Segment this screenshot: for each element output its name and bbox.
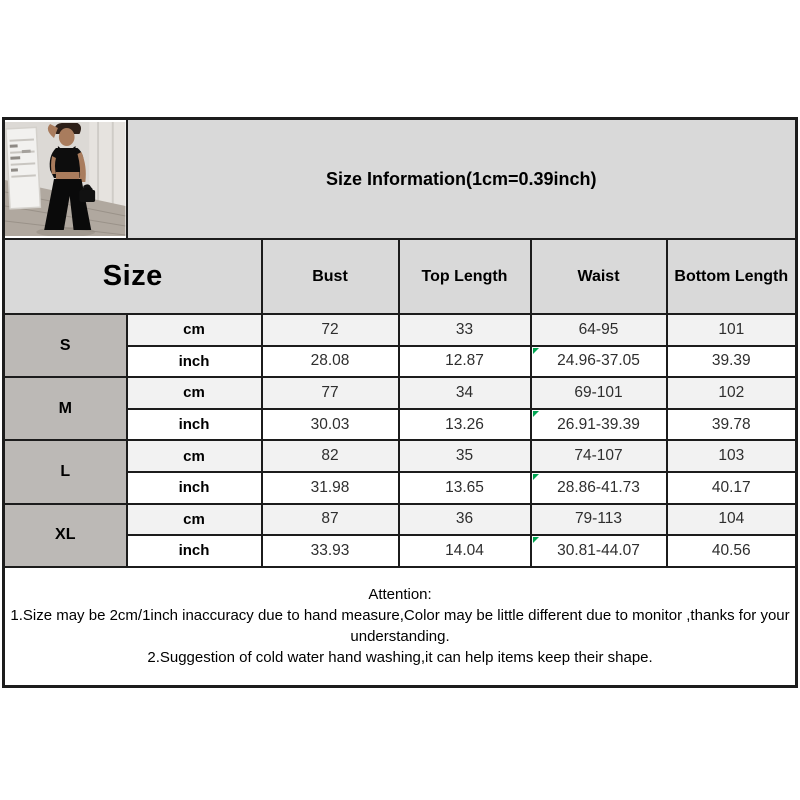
cell-corner-marker-icon [533, 348, 539, 354]
cell-l-cm-top-length: 35 [399, 440, 531, 472]
product-photo-image [5, 122, 126, 236]
cell-m-inch-top-length: 13.26 [399, 409, 531, 441]
cell-xl-cm-bust: 87 [262, 504, 399, 536]
header-size: Size [4, 239, 262, 314]
cell-corner-marker-icon [533, 411, 539, 417]
cell-corner-marker-icon [533, 474, 539, 480]
cell-l-cm-bottom-length: 103 [667, 440, 797, 472]
unit-label: inch [127, 409, 262, 441]
cell-l-inch-top-length: 13.65 [399, 472, 531, 504]
cell-xl-inch-bottom-length: 40.56 [667, 535, 797, 567]
cell-s-cm-bust: 72 [262, 314, 399, 346]
cell-s-cm-waist: 64-95 [531, 314, 667, 346]
title-text: Size Information(1cm=0.39inch) [325, 168, 597, 189]
attention-heading: Attention: [368, 586, 432, 604]
cell-xl-inch-waist [531, 535, 667, 567]
cell-m-inch-waist [531, 409, 667, 441]
table-row [4, 314, 797, 346]
table-row [4, 504, 797, 536]
cell-m-inch-bottom-length: 39.78 [667, 409, 797, 441]
unit-label: inch [127, 472, 262, 504]
header-bottom-length: Bottom Length [667, 239, 797, 314]
unit-label: cm [127, 440, 262, 472]
cell-s-cm-bottom-length: 101 [667, 314, 797, 346]
unit-label: inch [127, 346, 262, 378]
size-information-table [2, 117, 798, 688]
size-label-s: S [4, 314, 127, 377]
unit-label: cm [127, 504, 262, 536]
cell-text: 28.86-41.73 [557, 478, 640, 496]
cell-m-cm-top-length: 34 [399, 377, 531, 409]
product-photo [4, 119, 127, 240]
cell-xl-cm-waist: 79-113 [531, 504, 667, 536]
attention-note-1: 1.Size may be 2cm/1inch inaccuracy due to hand measure,Color may be little different due to monitor ,thanks for your understanding. [10, 607, 790, 646]
table-row [4, 377, 797, 409]
cell-xl-inch-top-length: 14.04 [399, 535, 531, 567]
page-title [127, 119, 797, 240]
wall-board [6, 127, 40, 209]
unit-label: cm [127, 377, 262, 409]
attention-note-2: 2.Suggestion of cold water hand washing,it can help items keep their shape. [147, 649, 653, 667]
attention-notes [4, 567, 797, 687]
cell-s-cm-top-length: 33 [399, 314, 531, 346]
cell-corner-marker-icon [533, 537, 539, 543]
header-bust: Bust [262, 239, 399, 314]
cell-xl-cm-top-length: 36 [399, 504, 531, 536]
size-label-l: L [4, 440, 127, 503]
header-top-length: Top Length [399, 239, 531, 314]
unit-label: inch [127, 535, 262, 567]
cell-text: 30.81-44.07 [557, 541, 640, 559]
cell-text: 24.96-37.05 [557, 352, 640, 370]
cell-l-inch-bottom-length: 40.17 [667, 472, 797, 504]
cell-s-inch-waist [531, 346, 667, 378]
cell-xl-inch-bust: 33.93 [262, 535, 399, 567]
cell-m-cm-bottom-length: 102 [667, 377, 797, 409]
table-row [4, 440, 797, 472]
cell-l-inch-bust: 31.98 [262, 472, 399, 504]
cell-l-inch-waist [531, 472, 667, 504]
cell-s-inch-top-length: 12.87 [399, 346, 531, 378]
cell-s-inch-bust: 28.08 [262, 346, 399, 378]
cell-m-cm-bust: 77 [262, 377, 399, 409]
size-label-m: M [4, 377, 127, 440]
unit-label: cm [127, 314, 262, 346]
cell-xl-cm-bottom-length: 104 [667, 504, 797, 536]
header-waist: Waist [531, 239, 667, 314]
size-label-xl: XL [4, 504, 127, 567]
cell-l-cm-waist: 74-107 [531, 440, 667, 472]
cell-l-cm-bust: 82 [262, 440, 399, 472]
cell-m-inch-bust: 30.03 [262, 409, 399, 441]
cell-text: 26.91-39.39 [557, 415, 640, 433]
cell-m-cm-waist: 69-101 [531, 377, 667, 409]
cell-s-inch-bottom-length: 39.39 [667, 346, 797, 378]
